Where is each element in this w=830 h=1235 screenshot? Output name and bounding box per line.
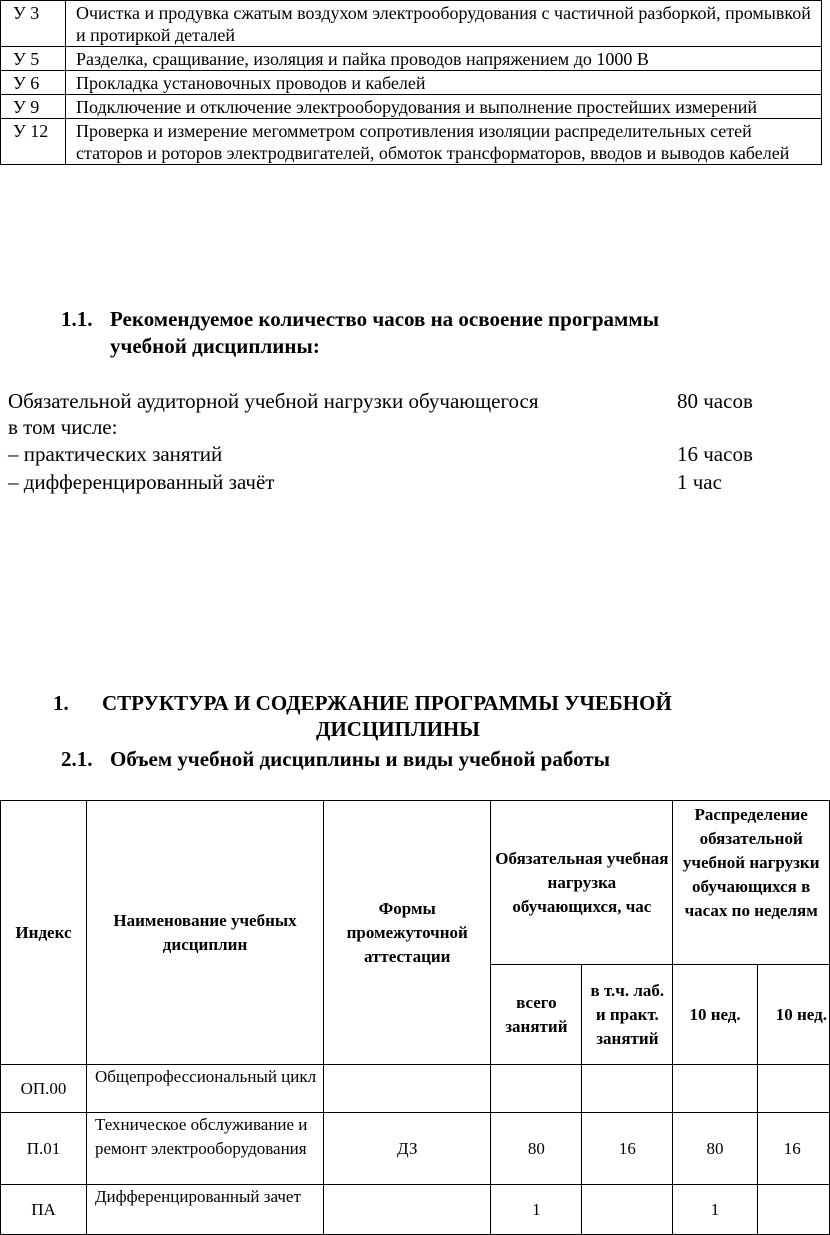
skill-text: Разделка, сращивание, изоляция и пайка проводов напряжением до 1000 В xyxy=(66,47,822,71)
skill-code: У 9 xyxy=(1,95,66,119)
cell-name: Дифференцированный зачет xyxy=(86,1185,323,1235)
hours-practical-label: – практических занятий xyxy=(8,442,223,466)
hours-practical-value: 16 часов xyxy=(677,442,753,466)
header-forms: Формы промежуточной аттестации xyxy=(324,801,491,1065)
cell-total: 80 xyxy=(491,1113,582,1185)
cell-week1: 1 xyxy=(673,1185,757,1235)
cell-week2: 16 xyxy=(757,1113,829,1185)
header-incl: в т.ч. лаб. и практ. занятий xyxy=(582,965,673,1065)
hours-total-label: Обязательной аудиторной учебной нагрузки обучающегося xyxy=(8,389,539,413)
cell-name: Общепрофессиональный цикл xyxy=(86,1065,323,1113)
table-row xyxy=(1,1,822,47)
cell-week2 xyxy=(757,1065,829,1113)
skill-text: Прокладка установочных проводов и кабелей xyxy=(66,71,822,95)
table-header-row xyxy=(1,801,830,965)
skill-code: У 5 xyxy=(1,47,66,71)
skill-code: У 12 xyxy=(1,119,66,165)
section-title-1-1-line2: учебной дисциплины: xyxy=(110,334,320,358)
hours-including-label: в том числе: xyxy=(8,415,118,439)
cell-total xyxy=(491,1065,582,1113)
section-title-2-line2: ДИСЦИПЛИНЫ xyxy=(316,717,480,741)
skill-text: Подключение и отключение электрооборудования и выполнение простейших измерений xyxy=(66,95,822,119)
cell-incl xyxy=(582,1185,673,1235)
table-row xyxy=(1,1065,830,1113)
hours-exam-value: 1 час xyxy=(677,470,722,494)
table-row xyxy=(1,1113,830,1185)
cell-form xyxy=(324,1065,491,1113)
cell-index: ПА xyxy=(1,1185,87,1235)
section-title-1-1-line1: Рекомендуемое количество часов на освоение программы xyxy=(110,307,660,331)
skills-table xyxy=(0,0,822,165)
header-index: Индекс xyxy=(1,801,87,1065)
table-row xyxy=(1,119,822,165)
header-load: Обязательная учебная нагрузка обучающихся, час xyxy=(491,801,673,965)
table-row xyxy=(1,1185,830,1235)
table-row xyxy=(1,71,822,95)
section-title-2-1: Объем учебной дисциплины и виды учебной работы xyxy=(110,747,611,771)
cell-index: ОП.00 xyxy=(1,1065,87,1113)
section-number-2-1: 2.1. xyxy=(61,747,93,771)
cell-name: Техническое обслуживание и ремонт электрооборудования xyxy=(86,1113,323,1185)
hours-exam-label: – дифференцированный зачёт xyxy=(8,470,275,494)
cell-week1: 80 xyxy=(673,1113,757,1185)
section-number-1-1: 1.1. xyxy=(61,307,93,331)
table-row xyxy=(1,47,822,71)
skill-code: У 3 xyxy=(1,1,66,47)
cell-form: ДЗ xyxy=(324,1113,491,1185)
header-week2: 10 нед. xyxy=(757,965,829,1065)
cell-total: 1 xyxy=(491,1185,582,1235)
skill-text: Очистка и продувка сжатым воздухом электрооборудования с частичной разборкой, промывкой и протиркой деталей xyxy=(66,1,822,47)
cell-week2 xyxy=(757,1185,829,1235)
skill-code: У 6 xyxy=(1,71,66,95)
table-row xyxy=(1,95,822,119)
header-total: всего занятий xyxy=(491,965,582,1065)
header-name: Наименование учебных дисциплин xyxy=(86,801,323,1065)
hours-total-value: 80 часов xyxy=(677,389,753,413)
header-distribution: Распределение обязательной учебной нагрузки обучающихся в часах по неделям xyxy=(673,801,830,965)
section-title-2-line1: СТРУКТУРА И СОДЕРЖАНИЕ ПРОГРАММЫ УЧЕБНОЙ xyxy=(102,691,672,715)
cell-incl xyxy=(582,1065,673,1113)
plan-table xyxy=(0,800,830,1235)
header-week1: 10 нед. xyxy=(673,965,757,1065)
cell-form xyxy=(324,1185,491,1235)
cell-incl: 16 xyxy=(582,1113,673,1185)
skill-text: Проверка и измерение мегомметром сопротивления изоляции распределительных сетей статоров и роторов электродвигателей, обмоток трансформаторов, вводов и выводов кабелей xyxy=(66,119,822,165)
cell-index: П.01 xyxy=(1,1113,87,1185)
cell-week1 xyxy=(673,1065,757,1113)
section-number-2: 1. xyxy=(53,691,69,715)
